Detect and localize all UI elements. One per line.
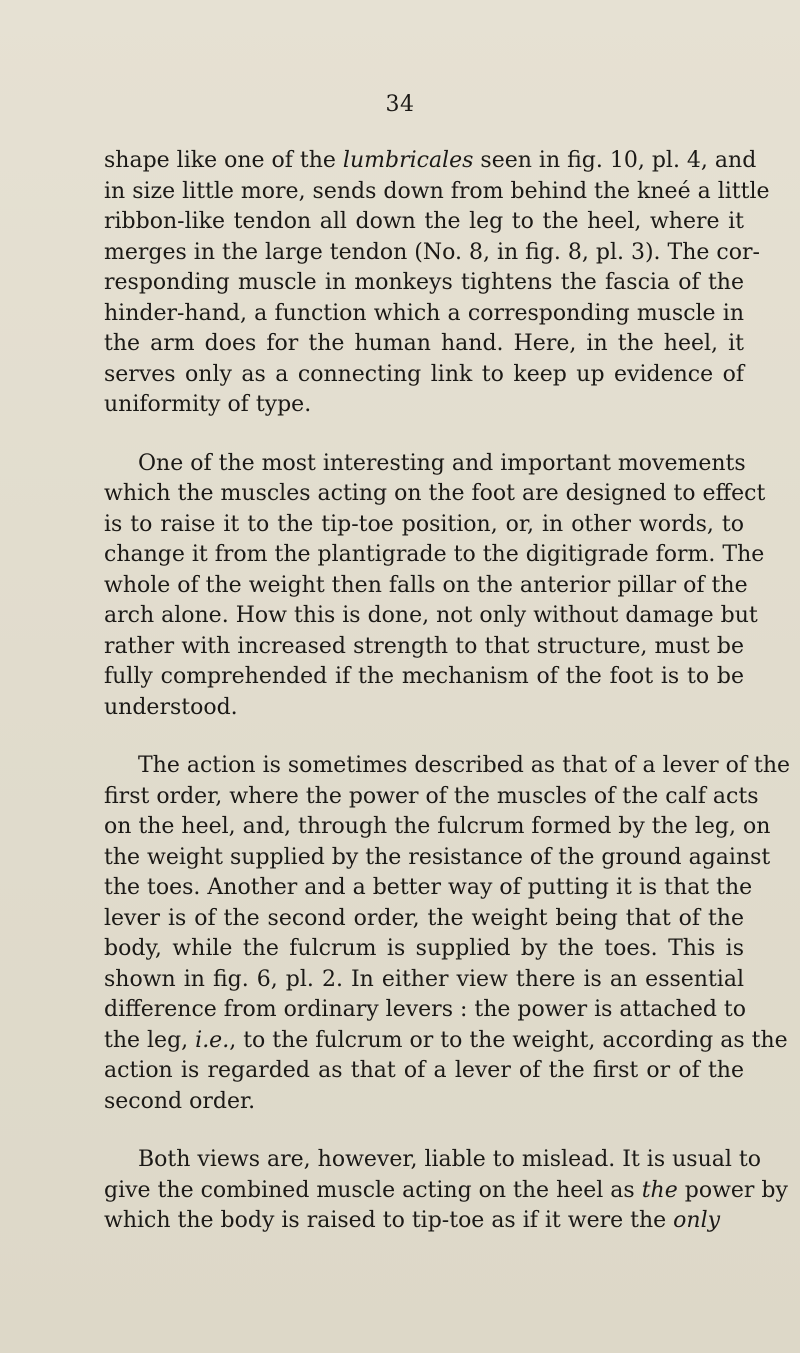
text-line: understood. xyxy=(104,694,238,720)
text-line: first order, where the power of the muscles of the calf acts xyxy=(104,783,759,809)
text-line: The action is sometimes described as that of a lever of the xyxy=(138,753,791,778)
text-line: shown in fig. 6, pl. 2. In either view there is an essential xyxy=(104,966,744,992)
text-line: hinder-hand, a function which a corresponding muscle in xyxy=(104,300,744,326)
text-line: ribbon-like tendon all down the leg to the heel, where it xyxy=(104,209,744,234)
page-number: 34 xyxy=(385,92,415,117)
text-line: Both views are, however, liable to mislead. It is usual to xyxy=(138,1147,761,1172)
text-line: body, while the fulcrum is supplied by the toes. This is xyxy=(104,936,744,961)
text-line: responding muscle in monkeys tightens the fascia of the xyxy=(104,270,744,295)
text-line: the weight supplied by the resistance of the ground against xyxy=(104,844,771,870)
text-line: whole of the weight then falls on the anterior pillar of the xyxy=(104,572,748,598)
paragraph xyxy=(104,449,766,724)
text-line: One of the most interesting and important movements xyxy=(138,450,746,476)
text-line: which the body is raised to tip-toe as if it were the only xyxy=(104,1208,721,1233)
text-line: lever is of the second order, the weight being that of the xyxy=(104,905,744,931)
text-line: serves only as a connecting link to keep up evidence of xyxy=(104,361,744,387)
text-line: give the combined muscle acting on the heel as the power by xyxy=(104,1177,788,1203)
paragraph xyxy=(104,146,770,421)
text-line: in size little more, sends down from behind the kneé a little xyxy=(104,178,770,204)
text-line: difference from ordinary levers : the power is attached to xyxy=(104,997,746,1022)
body-text xyxy=(104,146,791,1265)
paragraph xyxy=(104,1145,788,1237)
text-line: action is regarded as that of a lever of the first or of the xyxy=(104,1058,744,1083)
text-line: arch alone. How this is done, not only without damage but xyxy=(104,603,758,628)
paragraph xyxy=(104,751,791,1117)
text-line: fully comprehended if the mechanism of the foot is to be xyxy=(104,664,744,689)
text-line: which the muscles acting on the foot are designed to effect xyxy=(104,481,766,506)
text-line: the toes. Another and a better way of putting it is that the xyxy=(104,875,753,900)
text-line: rather with increased strength to that structure, must be xyxy=(104,633,744,659)
text-line: second order. xyxy=(104,1088,256,1114)
text-line: uniformity of type. xyxy=(104,392,312,417)
text-line: change it from the plantigrade to the digitigrade form. The xyxy=(104,542,765,567)
text-line: on the heel, and, through the fulcrum formed by the leg, on xyxy=(104,814,771,839)
text-line: merges in the large tendon (No. 8, in fig. 8, pl. 3). The cor- xyxy=(104,239,760,265)
text-line: the leg, i.e., to the fulcrum or to the weight, according as the xyxy=(104,1027,788,1053)
text-line: shape like one of the lumbricales seen in fig. 10, pl. 4, and xyxy=(104,148,757,173)
text-line: the arm does for the human hand. Here, in the heel, it xyxy=(104,331,744,356)
text-line: is to raise it to the tip-toe position, or, in other words, to xyxy=(104,511,744,537)
